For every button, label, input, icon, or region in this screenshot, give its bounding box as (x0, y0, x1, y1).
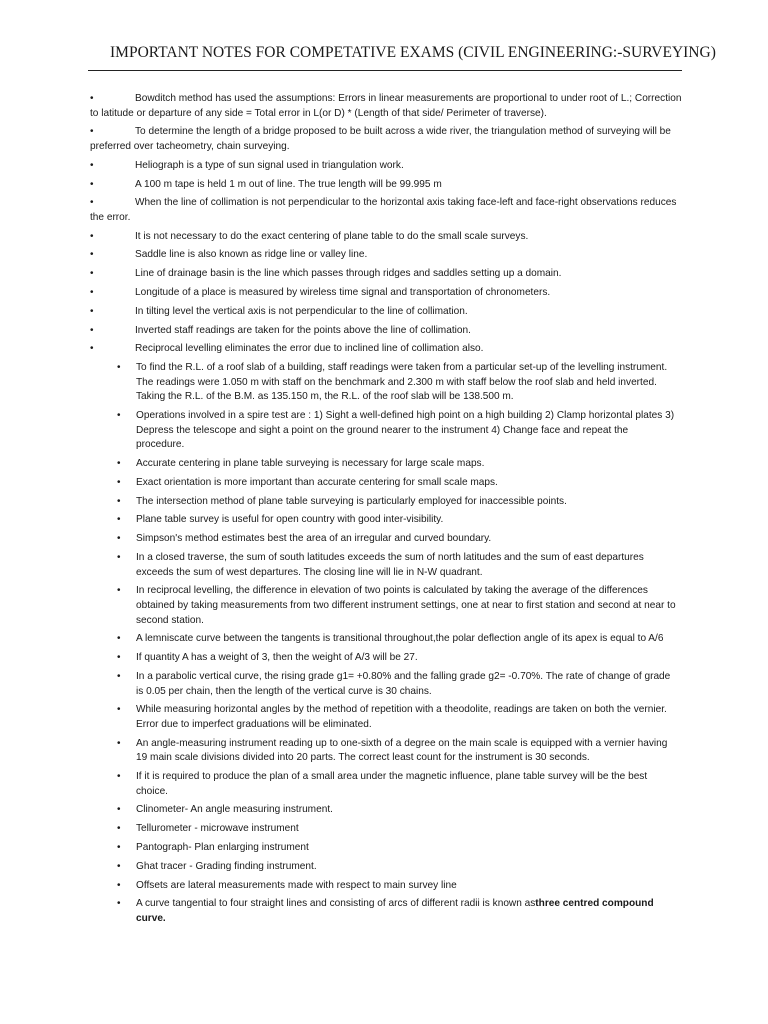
bullet-icon: • (90, 178, 94, 190)
note-bold-term: three centred compound curve. (136, 898, 654, 924)
note-text: To find the R.L. of a roof slab of a building, staff readings were taken from a particular set-up of the levelling instrument. The readings were 1.050 m with staff on the benchmark and 2.300 m with staff below the roof slab and held inverted. Taking the R.L. of the B.M. as 135.150 m, the R.L. of the roof slab will be 138.500 m. (136, 362, 668, 403)
bullet-icon: • (117, 823, 121, 835)
bullet-icon: • (90, 93, 94, 104)
note-text: To determine the length of a bridge proposed to be built across a wide river, the triangulation method of surveying will be preferred over tacheometry, chain surveying. (90, 126, 671, 152)
list-item (0, 860, 679, 875)
note-text: Tellurometer - microwave instrument (136, 823, 299, 835)
bullet-icon: • (117, 879, 121, 891)
bullet-icon: • (90, 249, 94, 261)
list-item (0, 841, 679, 856)
list-item (0, 248, 686, 263)
list-item (0, 770, 679, 799)
note-text: Line of drainage basin is the line which passes through ridges and saddles setting up a domain. (135, 268, 562, 280)
note-text: If it is required to produce the plan of a small area under the magnetic influence, plane table survey will be the best choice. (136, 771, 648, 797)
bullet-icon: • (117, 410, 121, 422)
list-item (0, 897, 679, 926)
note-text: In a closed traverse, the sum of south latitudes exceeds the sum of north latitudes and the sum of east departures exceeds the sum of west departures. The closing line will lie in N-W quadrant. (136, 552, 644, 578)
bullet-icon: • (90, 287, 94, 299)
list-item (0, 551, 679, 580)
note-text: In reciprocal levelling, the difference in elevation of two points is calculated by taking the average of the differences obtained by taking measurements from two different instrument settings, one at near to first station and second at near to second station. (136, 585, 676, 626)
page-title: IMPORTANT NOTES FOR COMPETATIVE EXAMS (CIVIL ENGINEERING:-SURVEYING) (110, 44, 716, 61)
bullet-icon: • (90, 343, 94, 355)
list-item (0, 305, 686, 320)
list-item (0, 342, 686, 357)
note-text: Bowditch method has used the assumptions: Errors in linear measurements are proportional to under root of L.; Correction to latitude or departure of any side = Total error in L(or D) * (Length of that side/ Perimeter of traverse). (90, 93, 682, 119)
list-item (0, 670, 679, 699)
note-text: Inverted staff readings are taken for the points above the line of collimation. (135, 324, 471, 336)
list-item (0, 361, 679, 405)
list-item (0, 737, 679, 766)
bullet-icon: • (90, 230, 94, 242)
bullet-icon: • (90, 324, 94, 336)
list-item (0, 457, 679, 472)
note-text: A curve tangential to four straight lines and consisting of arcs of different radii is known as (136, 898, 536, 910)
note-text: Ghat tracer - Grading finding instrument. (136, 860, 317, 872)
note-text: Saddle line is also known as ridge line or valley line. (135, 249, 368, 261)
note-text: It is not necessary to do the exact centering of plane table to do the small scale surveys. (135, 230, 529, 242)
note-text: Reciprocal levelling eliminates the error due to inclined line of collimation also. (135, 343, 484, 355)
note-text: Clinometer- An angle measuring instrument. (136, 804, 333, 816)
bullet-icon: • (117, 533, 121, 545)
title-underline (88, 70, 682, 71)
list-item (0, 651, 679, 666)
note-text: Offsets are lateral measurements made with respect to main survey line (136, 879, 457, 891)
list-item (0, 230, 686, 245)
note-text: Plane table survey is useful for open country with good inter-visibility. (136, 514, 444, 526)
bullet-icon: • (117, 860, 121, 872)
bullet-icon: • (117, 585, 121, 597)
note-text: In a parabolic vertical curve, the rising grade g1= +0.80% and the falling grade g2= -0.70%. The rate of change of grade is 0.05 per chain, then the length of the vertical curve is 30 chains. (136, 670, 671, 697)
note-text: Simpson's method estimates best the area of an irregular and curved boundary. (136, 533, 492, 545)
list-item (0, 178, 686, 193)
bullet-icon: • (117, 495, 121, 507)
list-item (0, 495, 679, 510)
note-text: Longitude of a place is measured by wireless time signal and transportation of chronometers. (135, 287, 551, 299)
bullet-icon: • (90, 159, 94, 171)
list-item (0, 125, 686, 154)
list-item (0, 879, 679, 894)
bullet-icon: • (117, 476, 121, 488)
list-item (0, 803, 679, 818)
bullet-icon: • (117, 633, 121, 645)
list-item (0, 476, 679, 491)
bullet-icon: • (117, 652, 121, 664)
note-text: Operations involved in a spire test are : 1) Sight a well-defined high point on a high building 2) Clamp horizontal plates 3) Depress the telescope and sight a point on the ground nearer to the instrument 4) Change face and repeat the procedure. (136, 410, 675, 451)
list-item (0, 324, 686, 339)
bullet-icon: • (117, 362, 121, 374)
bullet-icon: • (90, 305, 94, 317)
list-item (0, 703, 679, 732)
note-text: Exact orientation is more important than accurate centering for small scale maps. (136, 476, 498, 488)
note-text: The intersection method of plane table surveying is particularly employed for inaccessible points. (136, 495, 567, 507)
note-text: Pantograph- Plan enlarging instrument (136, 841, 309, 853)
bullet-icon: • (117, 670, 121, 682)
note-text: While measuring horizontal angles by the method of repetition with a theodolite, readings are taken on both the vernier. Error due to imperfect graduations will be eliminated. (136, 704, 667, 730)
list-item (0, 822, 679, 837)
list-item (0, 584, 679, 628)
note-text: Accurate centering in plane table surveying is necessary for large scale maps. (136, 458, 485, 470)
bullet-icon: • (90, 268, 94, 280)
list-item (0, 532, 679, 547)
list-item (0, 513, 679, 528)
bullet-icon: • (90, 126, 94, 138)
bullet-icon: • (117, 841, 121, 853)
bullet-icon: • (90, 197, 94, 209)
list-item (0, 286, 686, 301)
bullet-icon: • (117, 458, 121, 470)
bullet-icon: • (117, 804, 121, 816)
bullet-icon: • (117, 737, 121, 749)
bullet-icon: • (117, 514, 121, 526)
note-text: An angle-measuring instrument reading up to one-sixth of a degree on the main scale is equipped with a vernier having 19 main scale divisions divided into 20 parts. The correct least count for the instrument is 30 seconds. (136, 737, 668, 764)
bullet-icon: • (117, 898, 121, 910)
bullet-icon: • (117, 771, 121, 783)
note-text: In tilting level the vertical axis is not perpendicular to the line of collimation. (135, 305, 468, 317)
list-item (0, 409, 679, 453)
note-text: When the line of collimation is not perpendicular to the horizontal axis taking face-left and face-right observations reduces the error. (90, 197, 677, 223)
list-item (0, 267, 686, 282)
bullet-icon: • (117, 552, 121, 563)
list-item (0, 92, 686, 121)
list-item (0, 159, 686, 174)
list-item (0, 632, 679, 647)
note-text: A 100 m tape is held 1 m out of line. The true length will be 99.995 m (135, 178, 442, 190)
list-item (0, 196, 686, 225)
note-text: If quantity A has a weight of 3, then the weight of A/3 will be 27. (136, 652, 418, 664)
note-text: Heliograph is a type of sun signal used in triangulation work. (135, 159, 404, 171)
notes-list (0, 92, 768, 931)
bullet-icon: • (117, 704, 121, 716)
note-text: A lemniscate curve between the tangents is transitional throughout,the polar deflection angle of its apex is equal to A/6 (136, 633, 664, 645)
